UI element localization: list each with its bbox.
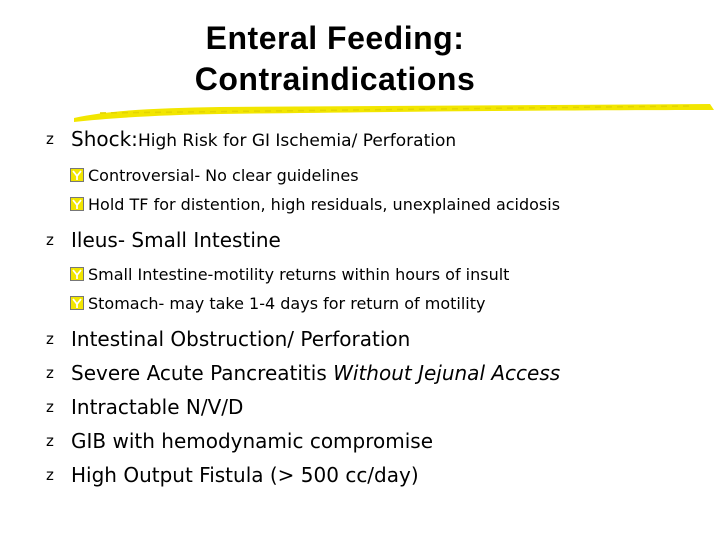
y-checkbox-icon — [70, 168, 84, 182]
slide-title — [150, 18, 520, 100]
bullet-text: Intestinal Obstruction/ Perforation — [71, 327, 411, 351]
bullet-text: Intractable N/V/D — [71, 395, 244, 419]
bullet-text: GIB with hemodynamic compromise — [71, 429, 434, 453]
sub-bullet-text: Stomach- may take 1-4 days for return of motility — [88, 294, 486, 313]
sub-bullet — [70, 161, 716, 190]
y-checkbox-icon — [70, 267, 84, 281]
bullet-shock — [46, 122, 716, 158]
bullet-obstruction — [46, 322, 716, 356]
bullet-marker-icon: z — [46, 231, 54, 249]
sub-bullet — [70, 260, 716, 289]
title-line-1: Enteral Feeding: — [205, 20, 465, 56]
sub-bullet-text: Hold TF for distention, high residuals, unexplained acidosis — [88, 195, 561, 214]
bullet-marker-icon: z — [46, 364, 54, 382]
bullet-gib — [46, 424, 716, 458]
bullet-marker-icon: z — [46, 398, 54, 416]
bullet-text: Ileus- Small Intestine — [71, 228, 281, 252]
bullet-marker-icon: z — [46, 130, 54, 148]
bullet-list — [46, 122, 716, 492]
sub-bullet — [70, 190, 716, 219]
bullet-marker-icon: z — [46, 330, 54, 348]
y-checkbox-icon — [70, 197, 84, 211]
y-checkbox-icon — [70, 296, 84, 310]
bullet-text: Severe Acute Pancreatitis — [71, 361, 334, 385]
bullet-marker-icon: z — [46, 432, 54, 450]
bullet-lead: Shock: — [71, 127, 138, 151]
bullet-text: High Output Fistula (> 500 cc/day) — [71, 463, 419, 487]
bullet-marker-icon: z — [46, 466, 54, 484]
title-line-2: Contraindications — [194, 61, 476, 97]
bullet-italic-text: Without Jejunal Access — [333, 361, 561, 385]
bullet-ileus — [46, 223, 716, 257]
sub-bullet-text: Controversial- No clear guidelines — [88, 166, 359, 185]
sub-bullet-text: Small Intestine-motility returns within hours of insult — [88, 265, 510, 284]
bullet-nvd — [46, 390, 716, 424]
title-underline — [70, 98, 718, 124]
bullet-fistula — [46, 458, 716, 492]
bullet-text: High Risk for GI Ischemia/ Perforation — [137, 131, 457, 151]
sub-bullet — [70, 289, 716, 318]
bullet-pancreatitis — [46, 356, 716, 390]
